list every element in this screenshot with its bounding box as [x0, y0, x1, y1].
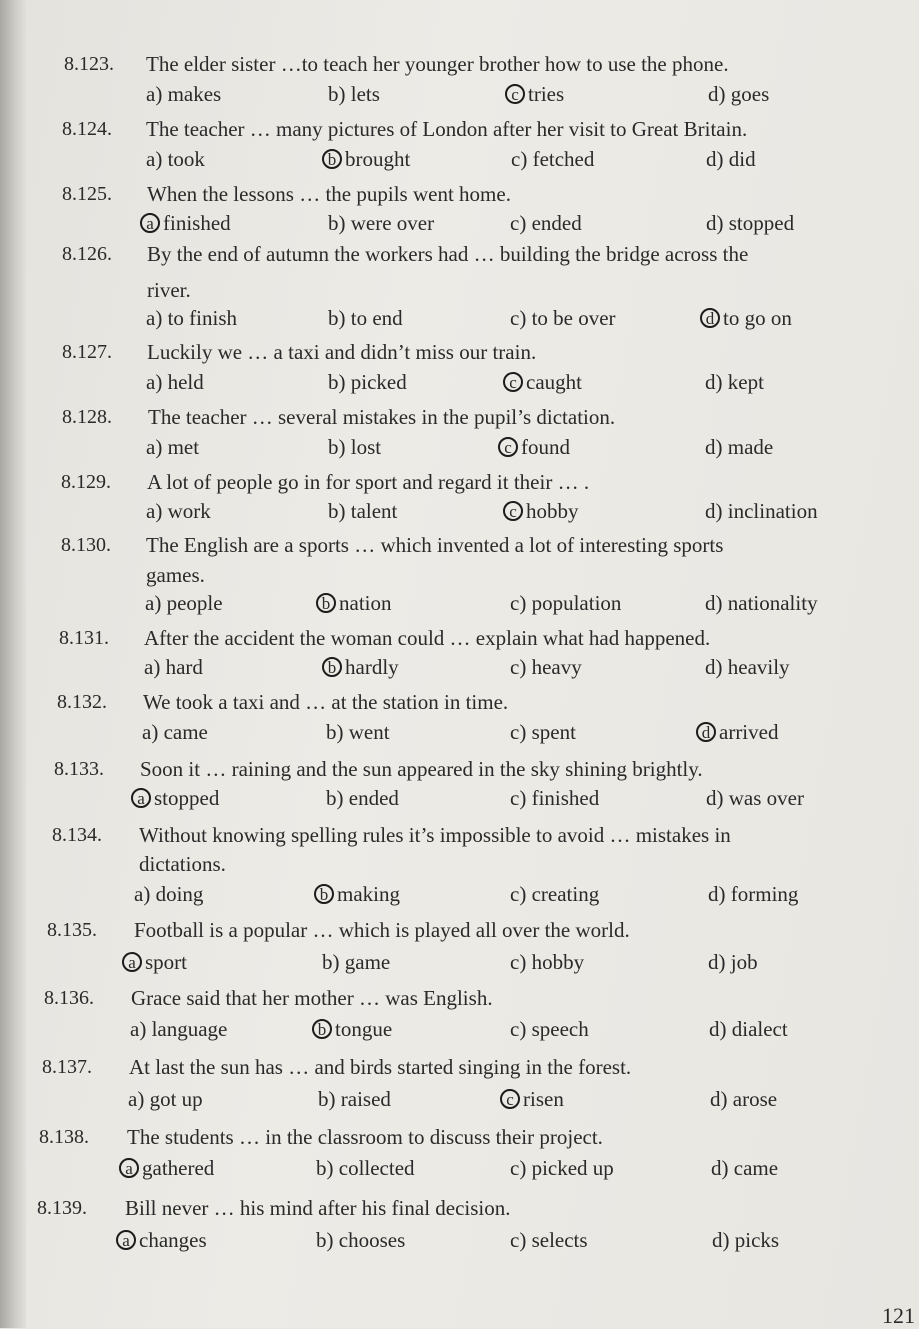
- option-text: nation: [339, 591, 392, 615]
- option-text: selects: [531, 1228, 588, 1252]
- option-paren: ): [716, 786, 729, 810]
- option-text: took: [167, 147, 205, 171]
- option-letter: a: [130, 1017, 140, 1041]
- option-letter: a: [128, 1087, 138, 1111]
- option-text: made: [727, 435, 774, 459]
- option-paren: ): [336, 786, 349, 810]
- question-text: Football is a popular … which is played all over the world.: [134, 918, 630, 942]
- option-paren: ): [715, 655, 728, 679]
- option-paren: ): [155, 370, 168, 394]
- option-text: gathered: [142, 1156, 215, 1180]
- option-letter: b: [316, 1156, 327, 1180]
- answer-option-a: [131, 786, 219, 811]
- option-paren: ): [722, 1228, 735, 1252]
- option-text: changes: [139, 1228, 207, 1252]
- option-letter: a: [142, 720, 152, 744]
- answer-option-c: [503, 370, 582, 395]
- option-paren: ): [139, 1017, 152, 1041]
- answer-option-a: [146, 435, 199, 460]
- option-paren: ): [720, 1087, 733, 1111]
- answer-option-c: [510, 306, 616, 331]
- question-text: The elder sister …to teach her younger brother how to use the phone.: [146, 52, 729, 76]
- circled-answer-letter: c: [503, 501, 523, 521]
- circled-answer-letter: b: [314, 884, 334, 904]
- circled-answer-letter: c: [505, 84, 525, 104]
- option-text: arrived: [719, 720, 779, 744]
- option-paren: ): [338, 82, 351, 106]
- question-number: 8.135.: [47, 919, 97, 941]
- question-number: 8.134.: [52, 824, 102, 846]
- option-paren: ): [715, 591, 728, 615]
- answer-option-d: [705, 591, 818, 616]
- option-text: kept: [727, 370, 764, 394]
- option-letter: c: [510, 1017, 520, 1041]
- option-text: stopped: [728, 211, 795, 235]
- option-text: talent: [350, 499, 398, 523]
- option-paren: ): [332, 950, 345, 974]
- option-letter: d: [705, 499, 716, 523]
- option-paren: ): [137, 1087, 150, 1111]
- answer-option-d: [710, 1087, 777, 1112]
- option-paren: ): [328, 1087, 341, 1111]
- option-text: spent: [531, 720, 576, 744]
- option-paren: ): [716, 147, 729, 171]
- circled-answer-letter: a: [122, 952, 142, 972]
- option-text: speech: [531, 1017, 589, 1041]
- option-letter: c: [510, 1156, 520, 1180]
- option-letter: a: [146, 499, 156, 523]
- option-text: found: [521, 435, 570, 459]
- answer-option-d: [708, 82, 769, 107]
- answer-option-d: [705, 655, 790, 680]
- option-letter: a: [146, 435, 156, 459]
- option-letter: c: [510, 1228, 520, 1252]
- question-number: 8.123.: [64, 53, 114, 75]
- option-letter: d: [709, 1017, 720, 1041]
- answer-option-a: [146, 370, 204, 395]
- option-paren: ): [519, 1156, 532, 1180]
- answer-option-c: [510, 1228, 588, 1253]
- answer-option-d: [711, 1156, 778, 1181]
- answer-option-a: [128, 1087, 203, 1112]
- option-letter: c: [510, 306, 520, 330]
- question-number: 8.138.: [39, 1126, 89, 1148]
- answer-option-a: [140, 211, 231, 236]
- option-text: creating: [531, 882, 600, 906]
- option-letter: b: [316, 1228, 327, 1252]
- option-letter: a: [145, 591, 155, 615]
- answer-option-b: [312, 1017, 392, 1042]
- option-paren: ): [721, 1156, 734, 1180]
- option-text: brought: [345, 147, 411, 171]
- answer-option-c: [498, 435, 570, 460]
- question-number: 8.125.: [62, 183, 112, 205]
- option-letter: c: [510, 655, 520, 679]
- question-number: 8.139.: [37, 1197, 87, 1219]
- option-text: job: [730, 950, 758, 974]
- option-letter: a: [146, 82, 156, 106]
- option-paren: ): [338, 306, 351, 330]
- option-letter: a: [134, 882, 144, 906]
- option-text: makes: [167, 82, 222, 106]
- answer-option-d: [700, 306, 792, 331]
- answer-option-c: [510, 211, 582, 236]
- circled-answer-letter: a: [131, 788, 151, 808]
- option-letter: c: [510, 786, 520, 810]
- option-paren: ): [715, 499, 728, 523]
- answer-option-b: [316, 1156, 415, 1181]
- option-text: risen: [523, 1087, 564, 1111]
- option-paren: ): [718, 82, 731, 106]
- option-text: goes: [730, 82, 770, 106]
- question-text-continued: river.: [147, 278, 191, 302]
- circled-answer-letter: b: [316, 593, 336, 613]
- circled-answer-letter: b: [322, 657, 342, 677]
- answer-option-c: [511, 147, 594, 172]
- option-paren: ): [519, 1017, 532, 1041]
- option-letter: d: [708, 82, 719, 106]
- answer-option-b: [322, 147, 410, 172]
- option-paren: ): [519, 950, 532, 974]
- option-paren: ): [338, 211, 351, 235]
- option-text: lost: [350, 435, 382, 459]
- option-letter: b: [328, 499, 339, 523]
- page-binding-shadow: [0, 0, 26, 1328]
- answer-option-c: [510, 1156, 614, 1181]
- circled-answer-letter: d: [700, 308, 720, 328]
- option-text: ended: [348, 786, 399, 810]
- option-text: dialect: [731, 1017, 788, 1041]
- answer-option-c: [500, 1087, 564, 1112]
- option-letter: b: [328, 211, 339, 235]
- option-text: ended: [531, 211, 582, 235]
- answer-option-d: [709, 1017, 788, 1042]
- question-number: 8.129.: [61, 471, 111, 493]
- option-text: collected: [338, 1156, 415, 1180]
- answer-option-a: [122, 950, 187, 975]
- answer-option-a: [116, 1228, 207, 1253]
- option-letter: d: [712, 1228, 723, 1252]
- option-paren: ): [718, 882, 731, 906]
- question-text: A lot of people go in for sport and regard it their … .: [147, 470, 590, 494]
- option-paren: ): [155, 435, 168, 459]
- answer-option-b: [328, 370, 407, 395]
- option-letter: d: [705, 591, 716, 615]
- answer-option-d: [705, 435, 773, 460]
- option-paren: ): [153, 655, 166, 679]
- option-text: arose: [732, 1087, 778, 1111]
- option-letter: c: [510, 211, 520, 235]
- page-number: 121: [882, 1303, 915, 1328]
- option-text: finished: [163, 211, 231, 235]
- question-text: At last the sun has … and birds started singing in the forest.: [129, 1055, 632, 1079]
- option-text: to end: [350, 306, 403, 330]
- option-paren: ): [718, 950, 731, 974]
- option-letter: c: [510, 720, 520, 744]
- circled-answer-letter: b: [322, 149, 342, 169]
- option-text: picked: [350, 370, 407, 394]
- option-text: hardly: [345, 655, 399, 679]
- option-paren: ): [716, 211, 729, 235]
- answer-option-d: [706, 786, 804, 811]
- option-letter: b: [328, 435, 339, 459]
- answer-option-b: [326, 720, 390, 745]
- question-text: The English are a sports … which invented a lot of interesting sports: [146, 533, 724, 557]
- option-text: making: [337, 882, 400, 906]
- option-text: hobby: [531, 950, 585, 974]
- option-letter: a: [144, 655, 154, 679]
- option-text: raised: [340, 1087, 391, 1111]
- option-text: lets: [350, 82, 380, 106]
- option-letter: a: [146, 370, 156, 394]
- option-letter: c: [511, 147, 521, 171]
- option-paren: ): [520, 147, 533, 171]
- circled-answer-letter: a: [116, 1230, 136, 1250]
- answer-option-d: [705, 499, 818, 524]
- option-text: inclination: [727, 499, 818, 523]
- option-text: nationality: [727, 591, 818, 615]
- circled-answer-letter: a: [119, 1158, 139, 1178]
- answer-option-b: [328, 499, 397, 524]
- question-text: Soon it … raining and the sun appeared in the sky shining brightly.: [140, 757, 703, 781]
- answer-option-c: [510, 950, 584, 975]
- option-letter: b: [328, 370, 339, 394]
- option-text: tongue: [335, 1017, 393, 1041]
- option-paren: ): [519, 306, 532, 330]
- option-letter: b: [328, 306, 339, 330]
- option-paren: ): [154, 591, 167, 615]
- option-letter: c: [510, 882, 520, 906]
- option-text: work: [167, 499, 211, 523]
- option-text: went: [348, 720, 390, 744]
- question-number: 8.132.: [57, 691, 107, 713]
- question-number: 8.126.: [62, 243, 112, 265]
- answer-option-d: [708, 882, 798, 907]
- question-text-continued: dictations.: [139, 852, 226, 876]
- question-number: 8.130.: [61, 534, 111, 556]
- answer-option-b: [328, 82, 380, 107]
- answer-option-c: [510, 786, 599, 811]
- option-letter: d: [705, 370, 716, 394]
- option-text: doing: [155, 882, 204, 906]
- circled-answer-letter: c: [500, 1089, 520, 1109]
- question-text-continued: games.: [146, 563, 205, 587]
- option-letter: b: [328, 82, 339, 106]
- option-letter: a: [146, 306, 156, 330]
- option-letter: b: [326, 786, 337, 810]
- option-paren: ): [519, 211, 532, 235]
- option-letter: d: [711, 1156, 722, 1180]
- option-text: to finish: [167, 306, 237, 330]
- option-paren: ): [715, 435, 728, 459]
- option-paren: ): [143, 882, 156, 906]
- option-letter: b: [326, 720, 337, 744]
- answer-option-c: [510, 655, 582, 680]
- question-text: After the accident the woman could … explain what had happened.: [144, 626, 711, 650]
- circled-answer-letter: d: [696, 722, 716, 742]
- question-text: Grace said that her mother … was English.: [131, 986, 493, 1010]
- question-number: 8.131.: [59, 627, 109, 649]
- option-text: heavily: [727, 655, 790, 679]
- question-number: 8.133.: [54, 758, 104, 780]
- option-text: were over: [350, 211, 435, 235]
- option-text: was over: [728, 786, 804, 810]
- option-paren: ): [519, 655, 532, 679]
- option-letter: d: [705, 435, 716, 459]
- question-text: When the lessons … the pupils went home.: [147, 182, 511, 206]
- question-number: 8.137.: [42, 1056, 92, 1078]
- answer-option-a: [146, 499, 211, 524]
- option-text: met: [167, 435, 200, 459]
- option-letter: c: [510, 591, 520, 615]
- answer-option-d: [706, 211, 794, 236]
- answer-option-c: [510, 591, 621, 616]
- option-text: people: [166, 591, 223, 615]
- question-text: We took a taxi and … at the station in time.: [143, 690, 509, 714]
- answer-option-c: [510, 720, 576, 745]
- question-text: Bill never … his mind after his final decision.: [125, 1196, 511, 1220]
- answer-option-b: [322, 950, 390, 975]
- option-letter: d: [706, 211, 717, 235]
- answer-option-a: [145, 591, 223, 616]
- option-text: fetched: [532, 147, 595, 171]
- answer-option-c: [510, 1017, 589, 1042]
- option-paren: ): [519, 591, 532, 615]
- option-paren: ): [151, 720, 164, 744]
- option-paren: ): [338, 370, 351, 394]
- option-text: caught: [526, 370, 582, 394]
- answer-option-b: [316, 591, 392, 616]
- option-text: sport: [145, 950, 187, 974]
- option-paren: ): [719, 1017, 732, 1041]
- option-letter: c: [510, 950, 520, 974]
- answer-option-a: [119, 1156, 214, 1181]
- circled-answer-letter: c: [503, 372, 523, 392]
- answer-option-b: [328, 306, 403, 331]
- option-paren: ): [519, 720, 532, 744]
- option-text: picks: [734, 1228, 780, 1252]
- answer-option-b: [328, 435, 381, 460]
- option-letter: d: [706, 786, 717, 810]
- option-text: hard: [165, 655, 203, 679]
- question-number: 8.136.: [44, 987, 94, 1009]
- answer-option-b: [326, 786, 399, 811]
- option-text: population: [531, 591, 622, 615]
- answer-option-a: [146, 147, 205, 172]
- option-paren: ): [155, 306, 168, 330]
- answer-option-c: [503, 499, 579, 524]
- option-paren: ): [519, 1228, 532, 1252]
- option-letter: d: [710, 1087, 721, 1111]
- answer-option-c: [510, 882, 599, 907]
- option-paren: ): [326, 1156, 339, 1180]
- circled-answer-letter: a: [140, 213, 160, 233]
- answer-option-b: [328, 211, 434, 236]
- option-text: chooses: [338, 1228, 406, 1252]
- answer-option-d: [712, 1228, 779, 1253]
- circled-answer-letter: b: [312, 1019, 332, 1039]
- answer-option-d: [705, 370, 764, 395]
- option-paren: ): [715, 370, 728, 394]
- option-letter: d: [705, 655, 716, 679]
- answer-option-d: [708, 950, 758, 975]
- option-text: picked up: [531, 1156, 614, 1180]
- answer-option-d: [706, 147, 756, 172]
- option-text: to go on: [723, 306, 792, 330]
- question-text: By the end of autumn the workers had … building the bridge across the: [147, 242, 749, 266]
- option-paren: ): [155, 82, 168, 106]
- option-text: language: [151, 1017, 228, 1041]
- option-text: heavy: [531, 655, 582, 679]
- question-text: Luckily we … a taxi and didn’t miss our train.: [147, 340, 537, 364]
- option-letter: b: [322, 950, 333, 974]
- option-text: finished: [531, 786, 600, 810]
- option-text: hobby: [526, 499, 579, 523]
- answer-option-a: [130, 1017, 227, 1042]
- question-number: 8.124.: [62, 118, 112, 140]
- option-paren: ): [519, 786, 532, 810]
- answer-option-a: [134, 882, 203, 907]
- question-text: The teacher … several mistakes in the pupil’s dictation.: [148, 405, 616, 429]
- question-number: 8.128.: [62, 406, 112, 428]
- answer-option-d: [696, 720, 778, 745]
- option-text: stopped: [154, 786, 220, 810]
- option-text: did: [728, 147, 756, 171]
- option-text: game: [344, 950, 391, 974]
- option-paren: ): [336, 720, 349, 744]
- answer-option-a: [146, 306, 237, 331]
- option-letter: d: [708, 950, 719, 974]
- question-number: 8.127.: [62, 341, 112, 363]
- option-paren: ): [155, 147, 168, 171]
- option-paren: ): [338, 499, 351, 523]
- option-text: came: [733, 1156, 779, 1180]
- option-letter: d: [708, 882, 719, 906]
- option-paren: ): [338, 435, 351, 459]
- answer-option-b: [314, 882, 400, 907]
- option-letter: b: [318, 1087, 329, 1111]
- option-letter: d: [706, 147, 717, 171]
- option-paren: ): [326, 1228, 339, 1252]
- answer-option-b: [322, 655, 399, 680]
- option-text: held: [167, 370, 204, 394]
- option-text: forming: [730, 882, 799, 906]
- answer-option-a: [144, 655, 203, 680]
- question-text: The students … in the classroom to discuss their project.: [127, 1125, 603, 1149]
- question-text: The teacher … many pictures of London after her visit to Great Britain.: [146, 117, 748, 141]
- question-text: Without knowing spelling rules it’s impossible to avoid … mistakes in: [139, 823, 731, 847]
- answer-option-a: [146, 82, 221, 107]
- option-text: to be over: [531, 306, 616, 330]
- option-text: got up: [149, 1087, 203, 1111]
- option-letter: a: [146, 147, 156, 171]
- option-text: tries: [528, 82, 565, 106]
- answer-option-c: [505, 82, 564, 107]
- answer-option-b: [318, 1087, 391, 1112]
- answer-option-a: [142, 720, 208, 745]
- option-text: came: [163, 720, 208, 744]
- circled-answer-letter: c: [498, 437, 518, 457]
- option-paren: ): [155, 499, 168, 523]
- answer-option-b: [316, 1228, 405, 1253]
- option-paren: ): [519, 882, 532, 906]
